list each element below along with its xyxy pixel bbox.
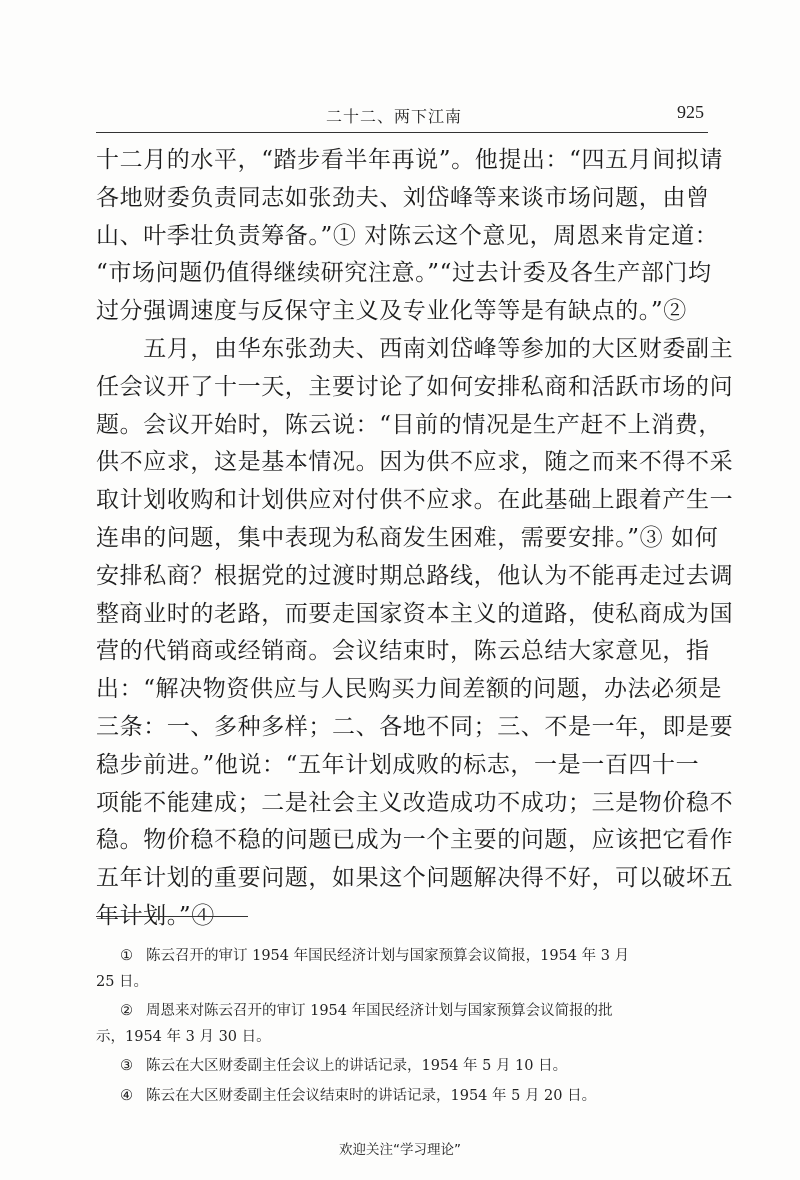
text-line: 出：“解决物资供应与人民购买力间差额的问题，办法必须是 (96, 676, 722, 703)
footnote-marker: ④ (120, 1087, 133, 1104)
text-line: “市场问题仍值得继续研究注意。”“过去计委及各生产部门均 (96, 260, 712, 287)
text-line: 五月，由华东张劲夫、西南刘岱峰等参加的大区财委副主 (96, 335, 734, 362)
footnote-1 (96, 944, 712, 995)
text-line: 连串的问题，集中表现为私商发生困难，需要安排。”③ 如何 (96, 524, 719, 551)
text-line: 项能不能建成；二是社会主义改造成功不成功；三是物价稳不 (96, 789, 734, 816)
footnote-4 (96, 1084, 712, 1110)
footnote-text: 陈云在大区财委副主任会议上的讲话记录，1954 年 5 月 10 日。 (146, 1058, 568, 1074)
text-line: 任会议开了十一天，主要讨论了如何安排私商和活跃市场的问 (96, 373, 734, 400)
text-line: 安排私商？根据党的过渡时期总路线，他认为不能再走过去调 (96, 562, 734, 589)
text-line: 整商业时的老路，而要走国家资本主义的道路，使私商成为国 (96, 600, 734, 627)
footnote-text: 周恩来对陈云召开的审订 1954 年国民经济计划与国家预算会议简报的批 (146, 1003, 613, 1019)
text-line: 题。会议开始时，陈云说：“目前的情况是生产赶不上消费， (96, 411, 722, 438)
text-line: 山、叶季壮负责筹备。”① 对陈云这个意见，周恩来肯定道： (96, 222, 719, 249)
text-line: 营的代销商或经销商。会议结束时，陈云总结大家意见，指 (96, 638, 710, 665)
text-line: 各地财委负责同志如张劲夫、刘岱峰等来谈市场问题，由曾 (96, 184, 710, 211)
text-line: 三条：一、多种多样；二、各地不同；三、不是一年，即是要 (96, 713, 734, 740)
text-line: 五年计划的重要问题，如果这个问题解决得不好，可以破坏五 (96, 865, 734, 892)
text-line: 稳步前进。”他说：“五年计划成败的标志，一是一百四十一 (96, 751, 700, 778)
text-line: 供不应求，这是基本情况。因为供不应求，随之而来不得不采 (96, 449, 734, 476)
footnote-marker: ② (120, 1003, 133, 1019)
chapter-title: 二十二、两下江南 (326, 107, 463, 126)
footnote-text: 25 日。 (96, 973, 149, 990)
footnote-text: 陈云召开的审订 1954 年国民经济计划与国家预算会议简报，1954 年 3 月 (146, 948, 630, 964)
footnote-divider (96, 916, 248, 917)
footnotes (96, 944, 712, 1113)
text-line: 取计划收购和计划供应对付供不应求。在此基础上跟着产生一 (96, 487, 734, 514)
footnote-text: 示，1954 年 3 月 30 日。 (96, 1028, 271, 1045)
footnote-marker: ① (120, 948, 133, 964)
footnote-3 (96, 1054, 712, 1080)
text-line: 稳。物价稳不稳的问题已成为一个主要的问题，应该把它看作 (96, 827, 734, 854)
text-line: 年计划。”④ (96, 902, 215, 929)
running-header (96, 98, 708, 133)
footnote-marker: ③ (120, 1058, 133, 1074)
footnote-2 (96, 999, 712, 1050)
page-number: 925 (677, 102, 704, 122)
text-line: 过分强调速度与反保守主义及专业化等等是有缺点的。”② (96, 298, 687, 325)
main-text (96, 142, 734, 936)
text-line: 十二月的水平，“踏步看半年再说”。他提出：“四五月间拟请 (96, 147, 724, 173)
footnote-text: 陈云在大区财委副主任会议结束时的讲话记录，1954 年 5 月 20 日。 (146, 1087, 597, 1104)
bottom-caption: 欢迎关注“学习理论” (339, 1142, 461, 1158)
